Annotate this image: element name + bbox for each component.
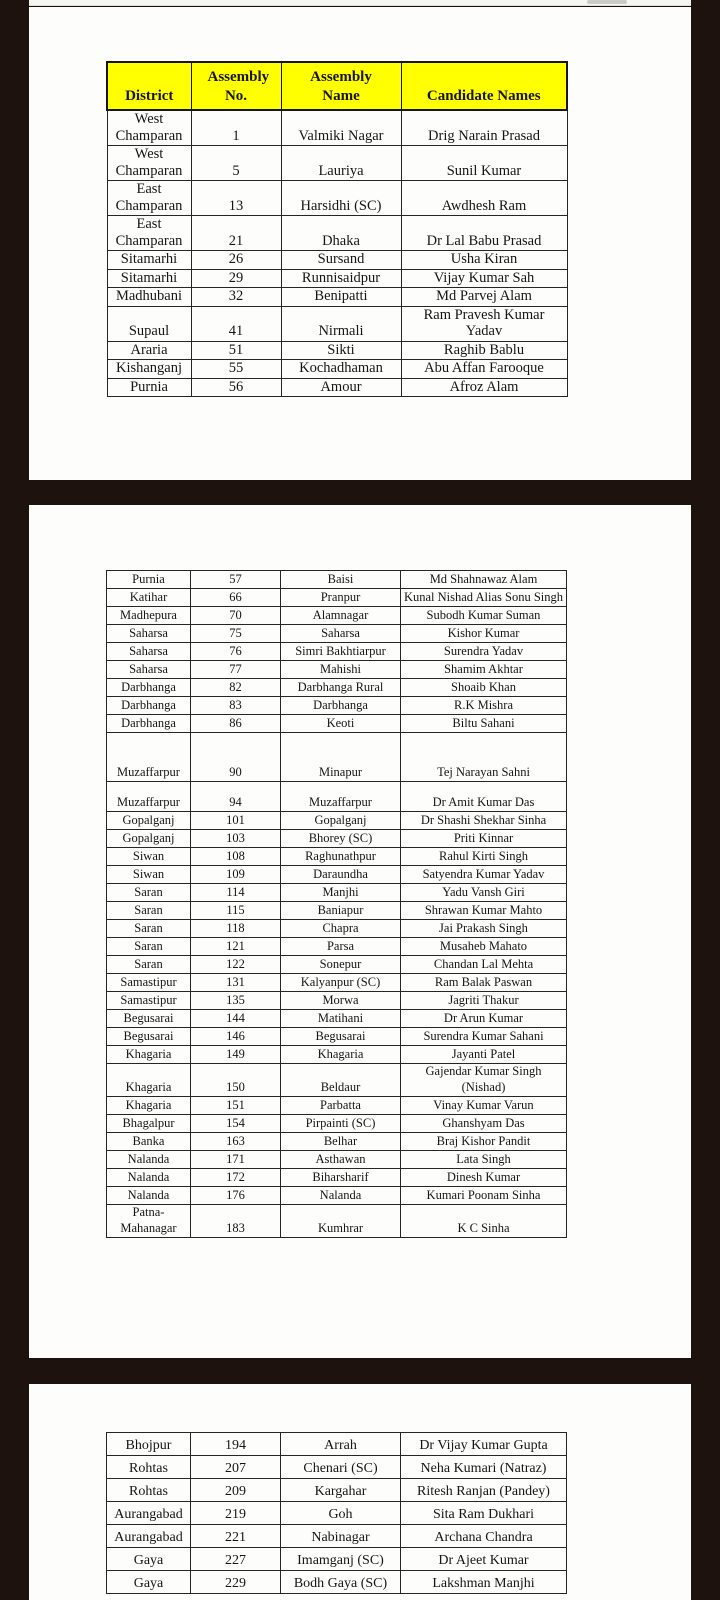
- cell-district: West Champaran: [107, 146, 191, 181]
- cell-district: Khagaria: [107, 1046, 191, 1064]
- table-row: [107, 1187, 567, 1205]
- cell-assembly-no: 172: [191, 1169, 281, 1187]
- table-row: [107, 884, 567, 902]
- cell-assembly-name: Keoti: [281, 715, 401, 733]
- cell-candidate-name: Ghanshyam Das: [401, 1115, 567, 1133]
- table-row: [107, 1133, 567, 1151]
- cell-assembly-no: 55: [191, 360, 281, 379]
- table-row: [107, 992, 567, 1010]
- cell-assembly-no: 103: [191, 830, 281, 848]
- cell-assembly-name: Baniapur: [281, 902, 401, 920]
- table-row: [107, 1064, 567, 1097]
- cell-district: Saran: [107, 902, 191, 920]
- cell-assembly-no: 75: [191, 625, 281, 643]
- cell-assembly-no: 115: [191, 902, 281, 920]
- cell-assembly-name: Gopalganj: [281, 812, 401, 830]
- cell-assembly-no: 121: [191, 938, 281, 956]
- cell-candidate-name: Vijay Kumar Sah: [401, 269, 567, 288]
- table-row: [107, 269, 567, 288]
- cell-district: Madhepura: [107, 607, 191, 625]
- cell-candidate-name: Kumari Poonam Sinha: [401, 1187, 567, 1205]
- cell-candidate-name: Dr Shashi Shekhar Sinha: [401, 812, 567, 830]
- cell-district: Aurangabad: [107, 1525, 191, 1548]
- cell-assembly-name: Amour: [281, 378, 401, 397]
- table-row: [107, 974, 567, 992]
- cell-candidate-name: Drig Narain Prasad: [401, 110, 567, 146]
- cell-district: Saran: [107, 938, 191, 956]
- cell-assembly-name: Sursand: [281, 251, 401, 270]
- cell-candidate-name: Awdhesh Ram: [401, 181, 567, 216]
- cell-candidate-name: Subodh Kumar Suman: [401, 607, 567, 625]
- cell-district: Samastipur: [107, 992, 191, 1010]
- cell-district: Saran: [107, 884, 191, 902]
- cell-district: Purnia: [107, 378, 191, 397]
- table-row: [107, 1525, 567, 1548]
- table-row: [107, 288, 567, 307]
- cell-assembly-name: Saharsa: [281, 625, 401, 643]
- cell-district: Purnia: [107, 571, 191, 589]
- cell-candidate-name: Dinesh Kumar: [401, 1169, 567, 1187]
- candidate-table-page-2: [106, 570, 567, 1238]
- cell-assembly-no: 146: [191, 1028, 281, 1046]
- cell-assembly-name: Asthawan: [281, 1151, 401, 1169]
- table-row: [107, 589, 567, 607]
- cell-assembly-name: Muzaffarpur: [281, 782, 401, 812]
- cell-district: Muzaffarpur: [107, 782, 191, 812]
- cell-assembly-name: Sikti: [281, 341, 401, 360]
- cell-assembly-name: Chapra: [281, 920, 401, 938]
- cell-assembly-no: 101: [191, 812, 281, 830]
- table-row: [107, 830, 567, 848]
- cell-assembly-name: Begusarai: [281, 1028, 401, 1046]
- cell-district: Gopalganj: [107, 830, 191, 848]
- cell-assembly-name: Matihani: [281, 1010, 401, 1028]
- cell-assembly-name: Bodh Gaya (SC): [281, 1571, 401, 1594]
- cell-assembly-no: 83: [191, 697, 281, 715]
- cell-district: Saharsa: [107, 661, 191, 679]
- cell-assembly-name: Pranpur: [281, 589, 401, 607]
- column-header-assembly-name: Assembly Name: [281, 62, 401, 110]
- cell-assembly-no: 21: [191, 216, 281, 251]
- cell-assembly-name: Parbatta: [281, 1097, 401, 1115]
- cell-assembly-name: Simri Bakhtiarpur: [281, 643, 401, 661]
- table-row: [107, 956, 567, 974]
- cell-assembly-no: 227: [191, 1548, 281, 1571]
- cell-candidate-name: Chandan Lal Mehta: [401, 956, 567, 974]
- table-row: [107, 697, 567, 715]
- cell-district: Rohtas: [107, 1456, 191, 1479]
- cell-assembly-no: 171: [191, 1151, 281, 1169]
- cell-district: Darbhanga: [107, 715, 191, 733]
- cell-assembly-name: Beldaur: [281, 1064, 401, 1097]
- cell-candidate-name: Jayanti Patel: [401, 1046, 567, 1064]
- cell-candidate-name: Archana Chandra: [401, 1525, 567, 1548]
- cell-assembly-name: Chenari (SC): [281, 1456, 401, 1479]
- candidate-table-page-3: [106, 1432, 567, 1594]
- cell-assembly-no: 149: [191, 1046, 281, 1064]
- cell-district: Nalanda: [107, 1187, 191, 1205]
- table-row: [107, 360, 567, 379]
- cell-assembly-name: Minapur: [281, 733, 401, 782]
- table-row: [107, 1046, 567, 1064]
- cell-district: Kishanganj: [107, 360, 191, 379]
- cell-candidate-name: Ritesh Ranjan (Pandey): [401, 1479, 567, 1502]
- table-row: [107, 661, 567, 679]
- column-header-district: District: [107, 62, 191, 110]
- cell-district: Begusarai: [107, 1028, 191, 1046]
- cell-assembly-no: 131: [191, 974, 281, 992]
- table-row: [107, 181, 567, 216]
- table-row: [107, 216, 567, 251]
- cell-district: Nalanda: [107, 1169, 191, 1187]
- cell-assembly-name: Parsa: [281, 938, 401, 956]
- cell-assembly-no: 66: [191, 589, 281, 607]
- cell-candidate-name: Yadu Vansh Giri: [401, 884, 567, 902]
- cell-district: Bhojpur: [107, 1433, 191, 1456]
- cell-assembly-no: 114: [191, 884, 281, 902]
- table-row: [107, 1571, 567, 1594]
- table-row: [107, 715, 567, 733]
- table-row: [107, 1456, 567, 1479]
- column-header-assembly-no: Assembly No.: [191, 62, 281, 110]
- cell-assembly-no: 194: [191, 1433, 281, 1456]
- table-row: [107, 1502, 567, 1525]
- cell-assembly-name: Manjhi: [281, 884, 401, 902]
- cell-district: Rohtas: [107, 1479, 191, 1502]
- cell-district: Katihar: [107, 589, 191, 607]
- table-row: [107, 1115, 567, 1133]
- cell-candidate-name: Neha Kumari (Natraz): [401, 1456, 567, 1479]
- cell-assembly-no: 209: [191, 1479, 281, 1502]
- cell-assembly-no: 56: [191, 378, 281, 397]
- table-row: [107, 625, 567, 643]
- cell-assembly-no: 86: [191, 715, 281, 733]
- cell-assembly-no: 109: [191, 866, 281, 884]
- cell-candidate-name: Lata Singh: [401, 1151, 567, 1169]
- cell-candidate-name: Sita Ram Dukhari: [401, 1502, 567, 1525]
- cell-assembly-name: Sonepur: [281, 956, 401, 974]
- cell-assembly-name: Belhar: [281, 1133, 401, 1151]
- cell-district: Siwan: [107, 848, 191, 866]
- cell-assembly-name: Harsidhi (SC): [281, 181, 401, 216]
- cell-district: Samastipur: [107, 974, 191, 992]
- table-row: [107, 866, 567, 884]
- cell-candidate-name: Raghib Bablu: [401, 341, 567, 360]
- cell-candidate-name: Dr Lal Babu Prasad: [401, 216, 567, 251]
- cell-district: Siwan: [107, 866, 191, 884]
- cell-candidate-name: Ram Pravesh Kumar Yadav: [401, 306, 567, 341]
- cell-assembly-name: Raghunathpur: [281, 848, 401, 866]
- cell-assembly-name: Mahishi: [281, 661, 401, 679]
- document-page-2: [29, 505, 691, 1358]
- cell-candidate-name: Kishor Kumar: [401, 625, 567, 643]
- table-row: [107, 679, 567, 697]
- cell-assembly-name: Imamganj (SC): [281, 1548, 401, 1571]
- cell-candidate-name: Priti Kinnar: [401, 830, 567, 848]
- table-row: [107, 1433, 567, 1456]
- cell-district: Sitamarhi: [107, 251, 191, 270]
- cell-district: East Champaran: [107, 181, 191, 216]
- table-row: [107, 1205, 567, 1238]
- cell-assembly-no: 229: [191, 1571, 281, 1594]
- cell-candidate-name: Kunal Nishad Alias Sonu Singh: [401, 589, 567, 607]
- cell-candidate-name: Satyendra Kumar Yadav: [401, 866, 567, 884]
- table-row: [107, 782, 567, 812]
- cell-assembly-no: 144: [191, 1010, 281, 1028]
- table-row: [107, 1548, 567, 1571]
- cell-district: Saran: [107, 920, 191, 938]
- cell-district: Khagaria: [107, 1097, 191, 1115]
- cell-assembly-no: 57: [191, 571, 281, 589]
- cell-assembly-name: Benipatti: [281, 288, 401, 307]
- cell-district: Gopalganj: [107, 812, 191, 830]
- table-row: [107, 1097, 567, 1115]
- cell-assembly-no: 176: [191, 1187, 281, 1205]
- table-row: [107, 378, 567, 397]
- cell-district: East Champaran: [107, 216, 191, 251]
- cell-assembly-name: Baisi: [281, 571, 401, 589]
- cell-district: West Champaran: [107, 110, 191, 146]
- cell-assembly-no: 154: [191, 1115, 281, 1133]
- cell-candidate-name: Dr Vijay Kumar Gupta: [401, 1433, 567, 1456]
- column-header-candidate-names: Candidate Names: [401, 62, 567, 110]
- table-row: [107, 848, 567, 866]
- cell-assembly-name: Valmiki Nagar: [281, 110, 401, 146]
- cell-candidate-name: Musaheb Mahato: [401, 938, 567, 956]
- cell-candidate-name: Rahul Kirti Singh: [401, 848, 567, 866]
- cell-assembly-no: 13: [191, 181, 281, 216]
- cell-candidate-name: Dr Arun Kumar: [401, 1010, 567, 1028]
- cell-candidate-name: Tej Narayan Sahni: [401, 733, 567, 782]
- cell-candidate-name: Vinay Kumar Varun: [401, 1097, 567, 1115]
- table-row: [107, 571, 567, 589]
- table-row: [107, 1028, 567, 1046]
- cell-assembly-name: Kumhrar: [281, 1205, 401, 1238]
- cell-assembly-no: 76: [191, 643, 281, 661]
- cell-candidate-name: Biltu Sahani: [401, 715, 567, 733]
- table-row: [107, 1169, 567, 1187]
- cell-candidate-name: Dr Ajeet Kumar: [401, 1548, 567, 1571]
- cell-district: Madhubani: [107, 288, 191, 307]
- cell-district: Sitamarhi: [107, 269, 191, 288]
- table-row: [107, 938, 567, 956]
- cell-assembly-no: 26: [191, 251, 281, 270]
- table-row: [107, 341, 567, 360]
- cell-assembly-name: Khagaria: [281, 1046, 401, 1064]
- cell-candidate-name: Md Parvej Alam: [401, 288, 567, 307]
- cell-candidate-name: Md Shahnawaz Alam: [401, 571, 567, 589]
- cell-district: Darbhanga: [107, 679, 191, 697]
- table-row: [107, 1479, 567, 1502]
- cell-assembly-no: 51: [191, 341, 281, 360]
- cell-assembly-name: Kalyanpur (SC): [281, 974, 401, 992]
- cell-candidate-name: Usha Kiran: [401, 251, 567, 270]
- cell-assembly-name: Kargahar: [281, 1479, 401, 1502]
- cell-assembly-no: 41: [191, 306, 281, 341]
- cell-assembly-no: 5: [191, 146, 281, 181]
- cell-district: Bhagalpur: [107, 1115, 191, 1133]
- cell-assembly-no: 221: [191, 1525, 281, 1548]
- cell-candidate-name: R.K Mishra: [401, 697, 567, 715]
- cell-candidate-name: Abu Affan Farooque: [401, 360, 567, 379]
- document-page-1: [29, 7, 691, 480]
- table-row: [107, 902, 567, 920]
- cell-district: Gaya: [107, 1548, 191, 1571]
- cell-assembly-name: Darbhanga Rural: [281, 679, 401, 697]
- cell-assembly-no: 1: [191, 110, 281, 146]
- cell-candidate-name: Braj Kishor Pandit: [401, 1133, 567, 1151]
- cell-assembly-no: 135: [191, 992, 281, 1010]
- cell-candidate-name: Ram Balak Paswan: [401, 974, 567, 992]
- cell-assembly-name: Runnisaidpur: [281, 269, 401, 288]
- cell-candidate-name: Afroz Alam: [401, 378, 567, 397]
- cell-candidate-name: Shamim Akhtar: [401, 661, 567, 679]
- cell-candidate-name: Surendra Kumar Sahani: [401, 1028, 567, 1046]
- cell-assembly-no: 82: [191, 679, 281, 697]
- cell-assembly-no: 150: [191, 1064, 281, 1097]
- cell-district: Khagaria: [107, 1064, 191, 1097]
- cell-assembly-name: Morwa: [281, 992, 401, 1010]
- cell-district: Saran: [107, 956, 191, 974]
- cell-candidate-name: Shrawan Kumar Mahto: [401, 902, 567, 920]
- table-row: [107, 643, 567, 661]
- cell-assembly-name: Darbhanga: [281, 697, 401, 715]
- cell-candidate-name: Dr Amit Kumar Das: [401, 782, 567, 812]
- cell-candidate-name: Surendra Yadav: [401, 643, 567, 661]
- cell-assembly-no: 77: [191, 661, 281, 679]
- cell-assembly-name: Nabinagar: [281, 1525, 401, 1548]
- cell-assembly-no: 32: [191, 288, 281, 307]
- cell-candidate-name: Gajendar Kumar Singh (Nishad): [401, 1064, 567, 1097]
- cell-candidate-name: K C Sinha: [401, 1205, 567, 1238]
- cell-district: Saharsa: [107, 643, 191, 661]
- table-row: [107, 920, 567, 938]
- cell-assembly-no: 207: [191, 1456, 281, 1479]
- cell-district: Saharsa: [107, 625, 191, 643]
- cell-district: Aurangabad: [107, 1502, 191, 1525]
- cell-assembly-no: 219: [191, 1502, 281, 1525]
- cropped-text-fragment: [587, 0, 627, 4]
- cell-assembly-no: 183: [191, 1205, 281, 1238]
- table-row: [107, 146, 567, 181]
- cell-assembly-no: 70: [191, 607, 281, 625]
- previous-page-sliver: [29, 0, 691, 6]
- cell-district: Darbhanga: [107, 697, 191, 715]
- document-page-3: [29, 1384, 691, 1600]
- cell-assembly-name: Alamnagar: [281, 607, 401, 625]
- table-row: [107, 812, 567, 830]
- candidate-table-page-1: [106, 61, 568, 397]
- cell-assembly-name: Kochadhaman: [281, 360, 401, 379]
- table-row: [107, 306, 567, 341]
- cell-district: Nalanda: [107, 1151, 191, 1169]
- cell-assembly-name: Goh: [281, 1502, 401, 1525]
- cell-assembly-no: 90: [191, 733, 281, 782]
- cell-assembly-name: Lauriya: [281, 146, 401, 181]
- cell-assembly-name: Nirmali: [281, 306, 401, 341]
- cell-district: Supaul: [107, 306, 191, 341]
- cell-assembly-no: 122: [191, 956, 281, 974]
- table-row: [107, 1010, 567, 1028]
- cell-assembly-no: 29: [191, 269, 281, 288]
- cell-district: Begusarai: [107, 1010, 191, 1028]
- cell-assembly-no: 118: [191, 920, 281, 938]
- cell-assembly-name: Daraundha: [281, 866, 401, 884]
- table-row: [107, 607, 567, 625]
- cell-assembly-name: Bhorey (SC): [281, 830, 401, 848]
- cell-candidate-name: Jagriti Thakur: [401, 992, 567, 1010]
- cell-district: Muzaffarpur: [107, 733, 191, 782]
- cell-candidate-name: Sunil Kumar: [401, 146, 567, 181]
- cell-assembly-name: Biharsharif: [281, 1169, 401, 1187]
- cell-assembly-no: 163: [191, 1133, 281, 1151]
- cell-assembly-name: Arrah: [281, 1433, 401, 1456]
- cell-assembly-no: 94: [191, 782, 281, 812]
- table-row: [107, 1151, 567, 1169]
- cell-assembly-name: Dhaka: [281, 216, 401, 251]
- cell-assembly-no: 108: [191, 848, 281, 866]
- cell-candidate-name: Lakshman Manjhi: [401, 1571, 567, 1594]
- cell-assembly-no: 151: [191, 1097, 281, 1115]
- cell-candidate-name: Shoaib Khan: [401, 679, 567, 697]
- cell-assembly-name: Nalanda: [281, 1187, 401, 1205]
- cell-candidate-name: Jai Prakash Singh: [401, 920, 567, 938]
- cell-district: Gaya: [107, 1571, 191, 1594]
- cell-district: Araria: [107, 341, 191, 360]
- cell-district: Banka: [107, 1133, 191, 1151]
- cell-assembly-name: Pirpainti (SC): [281, 1115, 401, 1133]
- table-row: [107, 251, 567, 270]
- table-row: [107, 110, 567, 146]
- table-row: [107, 733, 567, 782]
- cell-district: Patna-Mahanagar: [107, 1205, 191, 1238]
- table-header-row: [107, 62, 567, 110]
